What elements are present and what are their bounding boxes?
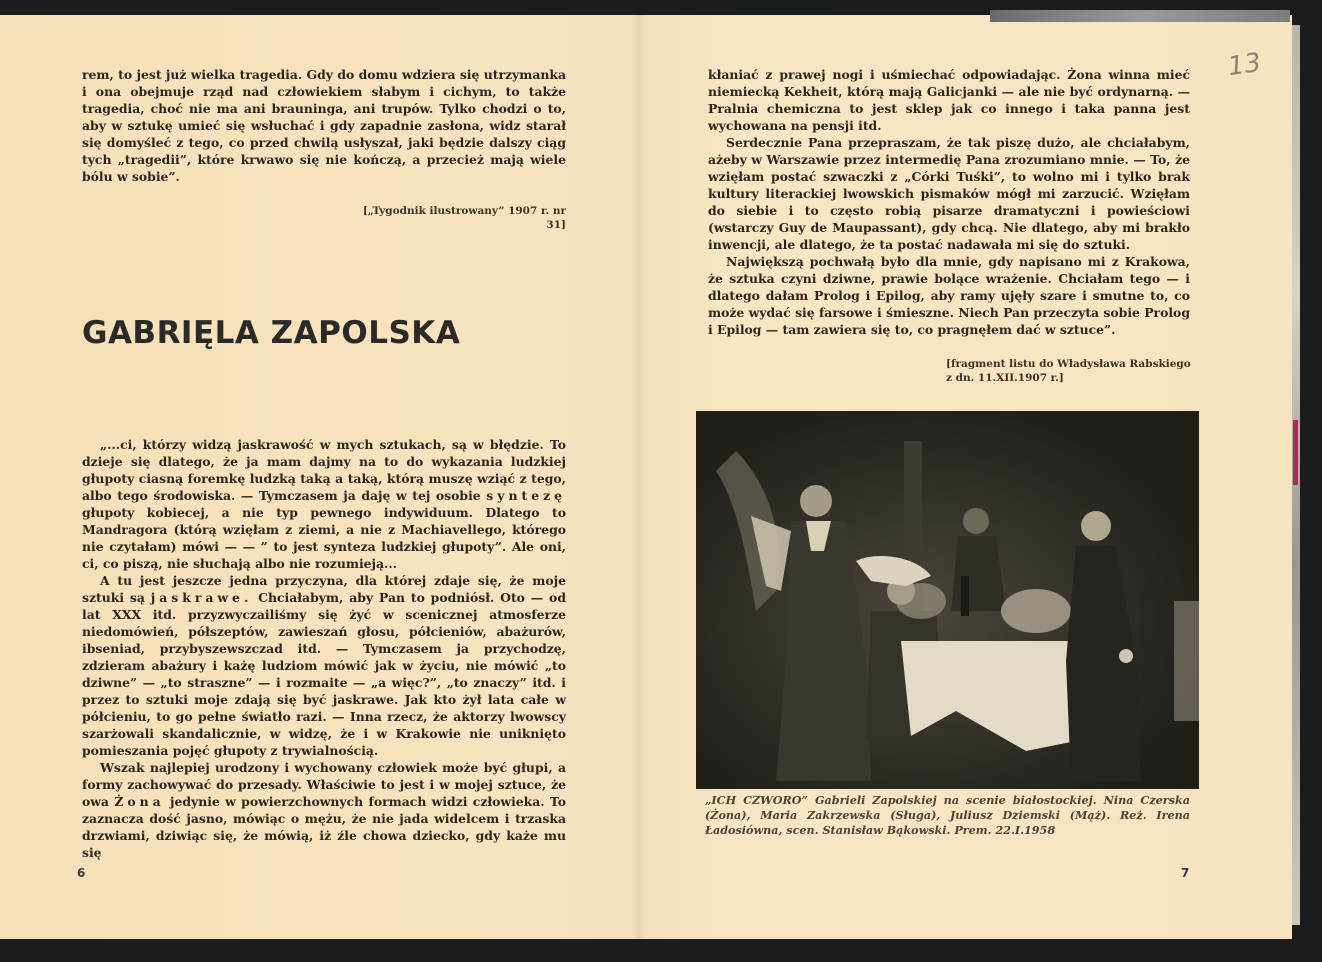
book-gutter bbox=[632, 15, 646, 939]
intro-text: rem, to jest już wielka tragedia. Gdy do domu wdziera się utrzymanka i ona obejmuje rząd nad człowiekiem słabym i cichym, to także tragedia, choć nie ma ani brauninga, ani trupów. Tylko chodzi o to, aby w sztukę umieć się wsłuchać i gdy zapadnie zasłona, widz starał się domyśleć z tego, co przed chwilą usłyszał, jaki będzie dalszy ciąg tych „tragedii”, które krwawo się nie kończą, a przecież mają wiele bólu w sobie”. bbox=[82, 67, 566, 184]
figure-head bbox=[1081, 511, 1111, 541]
paragraph-text: A tu jest jeszcze jedna przyczyna, dla której zdaje się, że moje sztuki są bbox=[82, 573, 566, 605]
chair-back bbox=[1001, 589, 1071, 633]
intro-paragraph bbox=[82, 66, 566, 185]
paragraph: Serdecznie Pana przepraszam, że tak piszę dużo, ale chciałabym, ażeby w Warszawie przez intermedię Pana zrozumiano mnie. — To, że wzięłam postać szwaczki z „Córki Tuśki”, to wolno mi i tylko brak kultury literackiej lwowskich pismaków mógł mi zarzucić. Wzięłam do siebie i to często robią pisarze dramatyczni i powieściowi (wstarczy Guy de Maupassant), gdy chcą. Nie dlatego, aby mi brakło inwencji, ale dlatego, że ta postać nadawała mi się do sztuki. bbox=[708, 135, 1190, 252]
paragraph-text: Chciałabym, aby Pan to podniósł. Oto — od lat XXX itd. przyzwyczailiśmy się żyć w scenicznej atmosferze niedomówień, półszeptów, zawieszań głosu, półcieniów, abażurów, ibseniad, przybyszewszczad itd. — Tymczasem ja przychodzę, zdzieram abażury i każę ludziom mówić jak w życiu, nie mówić „to dziwne” — „to straszne” — i rozmaite — „a więc?”, „to znaczy” itd. i przez to sztuki moje zdają się być jaskrawe. Jak kto żył lata całe w półcieniu, to go pełne światło razi. — Inna rzecz, że aktorzy lwowscy szarżowali skandalicznie, w widzę, że i w Krakowie nie uniknięto pomieszania pojęć głupoty z trywialnością. bbox=[82, 590, 566, 758]
color-marker-strip bbox=[1293, 420, 1298, 485]
paragraph bbox=[82, 572, 566, 759]
chair-back bbox=[896, 583, 946, 619]
emphasized-word: syntezę bbox=[486, 488, 566, 503]
letter-source-line: z dn. 11.XII.1907 r.] bbox=[946, 372, 1064, 384]
figure-head bbox=[963, 508, 989, 534]
paragraph bbox=[82, 759, 566, 861]
chair-right bbox=[1174, 601, 1199, 721]
paragraph: Największą pochwałą było dla mnie, gdy napisano mi z Krakowa, że sztuka czyni dziwne, prawie bolące wrażenie. Chciałam tego — i dlatego dałam Prolog i Epilog, aby ramy ujęły szare i smutne to, co może wydać się farsowe i śmieszne. Niech Pan przeczyta sobie Prolog i Epilog — tam zawiera się to, co pragnęłem dać w sztuce”. bbox=[708, 254, 1190, 337]
bottle bbox=[961, 576, 969, 616]
paragraph-text: głupoty kobiecej, a nie typ pewnego indywiduum. Dlatego to Mandragora (którą wzięłam z ziemi, a nie z Machiavellego, którego nie czytałam) mówi — — ” to jest synteza ludzkiej głupoty”. Ale oni, ci, co piszą, nie słuchają albo nie rozumieją... bbox=[82, 505, 566, 571]
paragraph-text: „...ci, którzy widzą jaskrawość w mych sztukach, są w błędzie. To dzieje się dlatego, że ja mam dajmy na to do wykazania ludzkiej głupoty ciasną foremkę ludzką taką a taką, którą muszę wziąć z tego, albo tego środowiska. — Tymczasem ja daję w tej osobie bbox=[82, 437, 566, 503]
photo-caption: „ICH CZWORO” Gabrieli Zapolskiej na scenie białostockiej. Nina Czerska (Żona), Maria Zakrzewska (Sługa), Juliusz Dziemski (Mąż). Reż. Irena Ładosiówna, scen. Stanisław Bąkowski. Prem. 22.I.1958 bbox=[705, 793, 1190, 837]
stage-photo-illustration bbox=[696, 411, 1199, 789]
figure-head bbox=[800, 485, 832, 517]
paragraph-text: Wszak najlepiej urodzony i wychowany człowiek może być głupi, a formy zachowywać do przesady. Właściwie to jest i w mojej sztuce, że owa bbox=[82, 760, 566, 809]
paragraph bbox=[82, 436, 566, 572]
page-title: GABRIĘLA ZAPOLSKA bbox=[82, 315, 461, 351]
hand bbox=[1119, 649, 1133, 663]
letter-source-line: [fragment listu do Władysława Rabskiego bbox=[946, 358, 1191, 370]
handwritten-page-number: 13 bbox=[1226, 47, 1264, 83]
page-number-left: 6 bbox=[77, 866, 86, 880]
intro-source: [„Tygodnik ilustrowany” 1907 r. nr 31] bbox=[362, 205, 566, 231]
letter-source bbox=[946, 357, 1196, 385]
emphasized-word: Żona bbox=[114, 794, 165, 809]
letter-body-left bbox=[82, 436, 566, 861]
paragraph: kłaniać z prawej nogi i uśmiechać odpowiadając. Żona winna mieć niemiecką Kekheit, którą mają Galicjanki — ale nie być ordynarną. — Pralnia chemiczna to jest sklep jak co innego i taka panna jest wychowana na pensji itd. bbox=[708, 67, 1190, 133]
letter-body-right bbox=[708, 66, 1190, 338]
paragraph-text: jedynie w powierzchownych formach widzi człowieka. To zaznacza dość jasno, mówiąc o mężu, że nie jada widelcem i trzaska drzwiami, dziwiąc się, że mówią, iż źle chowa dziecko, gdy każe mu się bbox=[82, 794, 566, 860]
page-number-right: 7 bbox=[1181, 866, 1190, 880]
next-page-edge-top bbox=[990, 10, 1290, 22]
stage-photo bbox=[696, 411, 1199, 789]
emphasized-word: jaskrawe. bbox=[150, 590, 253, 605]
